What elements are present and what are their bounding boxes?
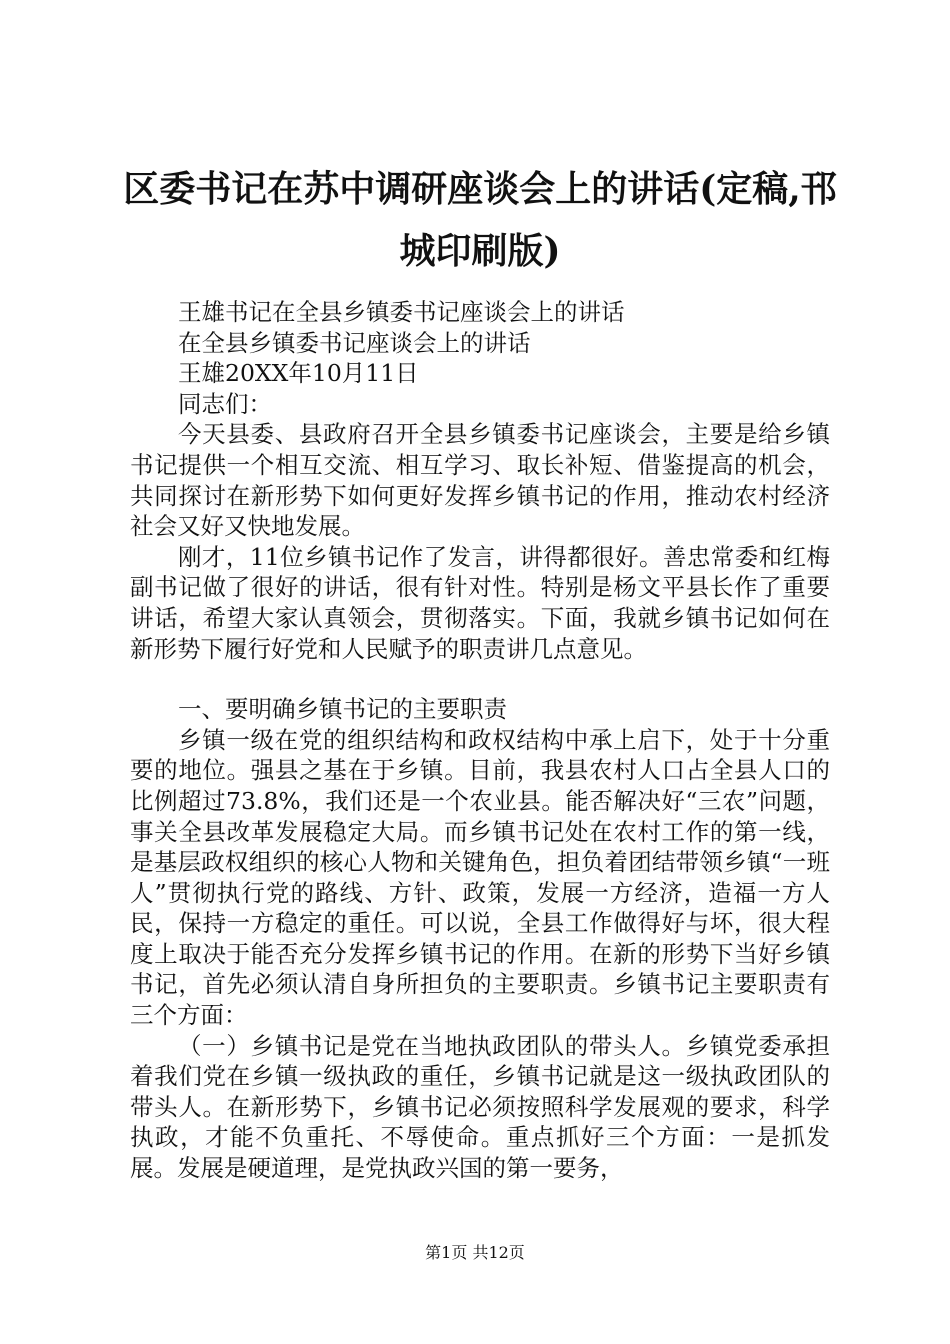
paragraph-1: 今天县委、县政府召开全县乡镇委书记座谈会，主要是给乡镇书记提供一个相互交流、相互学习、取长补短、借鉴提高的机会，共同探讨在新形势下如何更好发挥乡镇书记的作用，推动农村经济社会又好又快地发展。 <box>130 420 830 541</box>
paragraph-gap <box>130 664 830 694</box>
salutation: 同志们： <box>178 389 272 418</box>
paragraph-3: 乡镇一级在党的组织结构和政权结构中承上启下，处于十分重要的地位。强县之基在于乡镇。目前，我县农村人口占全县人口的比例超过73.8%，我们还是一个农业县。能否解决好“三农”问题，事关全县改革发展稳定大局。而乡镇书记处在农村工作的第一线，是基层政权组织的核心人物和关键角色，担负着团结带领乡镇“一班人”贯彻执行党的路线、方针、政策，发展一方经济，造福一方人民，保持一方稳定的重任。可以说，全县工作做得好与坏，很大程度上取决于能否充分发挥乡镇书记的作用。在新的形势下当好乡镇书记，首先必须认清自身所担负的主要职责。乡镇书记主要职责有三个方面： <box>130 725 830 1030</box>
paragraph-4: （一）乡镇书记是党在当地执政团队的带头人。乡镇党委承担着我们党在乡镇一级执政的重任，乡镇书记就是这一级执政团队的带头人。在新形势下，乡镇书记必须按照科学发展观的要求，科学执政，才能不负重托、不辱使命。重点抓好三个方面：一是抓发展。发展是硬道理，是党执政兴国的第一要务， <box>130 1031 830 1183</box>
author-date-line: 王雄20XX年10月11日 <box>178 359 419 388</box>
document-title: 区委书记在苏中调研座谈会上的讲话(定稿,邗城印刷版) <box>123 168 837 272</box>
subtitle-line-2: 在全县乡镇委书记座谈会上的讲话 <box>178 328 531 357</box>
section-heading: 一、要明确乡镇书记的主要职责 <box>178 695 507 724</box>
subtitle-line-1: 王雄书记在全县乡镇委书记座谈会上的讲话 <box>178 298 625 326</box>
document-body <box>130 297 830 1184</box>
page-footer: 第1页 共12页 <box>425 1243 525 1262</box>
paragraph-2: 刚才，11位乡镇书记作了发言，讲得都很好。善忠常委和红梅副书记做了很好的讲话，很有针对性。特别是杨文平县长作了重要讲话，希望大家认真领会，贯彻落实。下面，我就乡镇书记如何在新形势下履行好党和人民赋予的职责讲几点意见。 <box>130 542 830 663</box>
